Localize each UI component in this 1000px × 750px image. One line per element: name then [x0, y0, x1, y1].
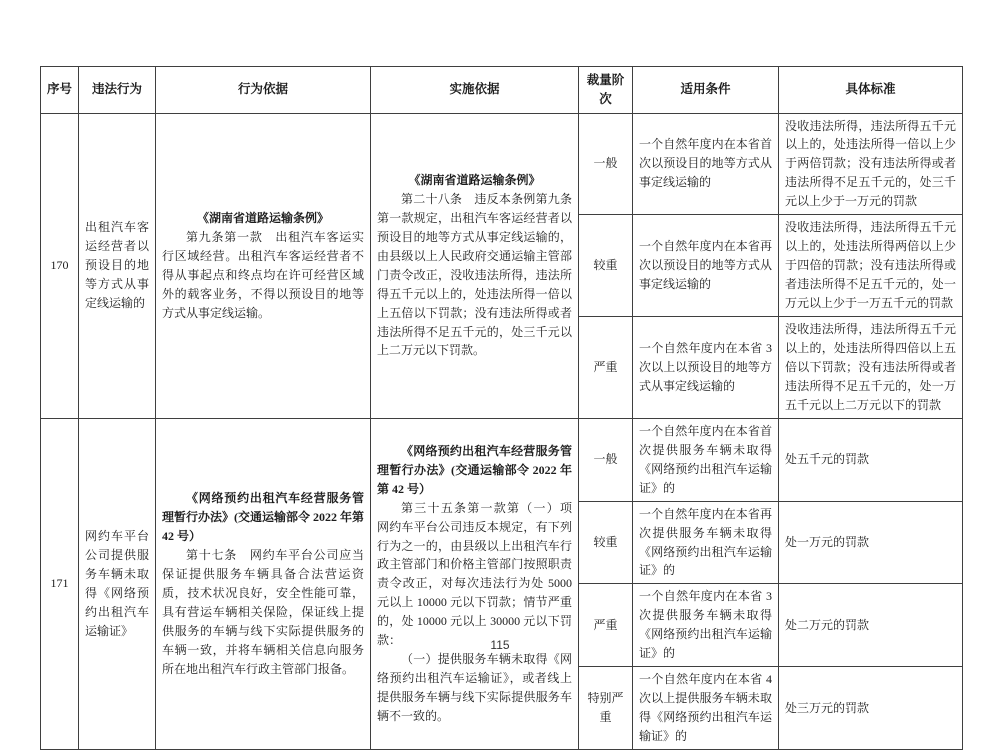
standard-cell: 没收违法所得，违法所得五千元以上的，处违法所得两倍以上少于四倍的罚款；没有违法所得或者违法所得不足五千元的，处一万元以上少于一万五千元的罚款: [779, 215, 963, 317]
law-paragraph: 第三十五条第一款第（一）项 网约车平台公司违反本规定，有下列行为之一的，由县级以上出租汽车行政主管部门和价格主管部门按照职责责令改正，对每次违法行为处 5000 元以上 10000 元以下罚款；情节严重的，处 10000 元以上 30000 元以下罚款：: [377, 500, 585, 648]
seq-cell-171: 171: [41, 418, 79, 749]
table-row: [41, 113, 963, 215]
law-paragraph: 第二十八条 违反本条例第九条第一款规定，出租汽车客运经营者以预设目的地等方式从事定线运输的，由县级以上人民政府交通运输主管部门责令改正，没收违法所得，违法所得五千元以上的，处违法所得一倍以上五倍以下罚款；没有违法所得或者违法所得不足五千元的，处三千元以上二万元以下罚款。: [377, 191, 572, 358]
condition-cell: 一个自然年度内在本省 3 次提供服务车辆未取得《网络预约出租汽车运输证》的: [633, 584, 779, 667]
condition-cell: 一个自然年度内在本省 4 次以上提供服务车辆未取得《网络预约出租汽车运输证》的: [633, 667, 779, 750]
law-title: 《湖南省道路运输条例》: [408, 172, 541, 187]
violation-cell-170: 出租汽车客运经营者以预设目的地等方式从事定线运输的: [79, 113, 156, 418]
header-condition: 适用条件: [633, 67, 779, 114]
standard-cell: 处二万元的罚款: [779, 584, 963, 667]
header-discretion-level: 裁量阶次: [579, 67, 633, 114]
condition-cell: 一个自然年度内在本省 3 次以上以预设目的地等方式从事定线运输的: [633, 317, 779, 419]
law-title: 《网络预约出租汽车经营服务管理暂行办法》(交通运输部令 2022 年第 42 号）: [162, 491, 364, 544]
condition-cell: 一个自然年度内在本省首次提供服务车辆未取得《网络预约出租汽车运输证》的: [633, 418, 779, 501]
header-standard: 具体标准: [779, 67, 963, 114]
behavior-basis-cell-170: [156, 113, 371, 418]
impl-basis-cell-171: [371, 418, 585, 749]
condition-cell: 一个自然年度内在本省首次以预设目的地等方式从事定线运输的: [633, 113, 779, 215]
level-cell: 特别严重: [579, 667, 633, 750]
level-cell: 一般: [579, 418, 633, 501]
page-number: 115: [490, 638, 510, 652]
level-cell: 严重: [579, 584, 633, 667]
seq-cell-170: 170: [41, 113, 79, 418]
law-paragraph: （一）提供服务车辆未取得《网络预约出租汽车运输证》，或者线上提供服务车辆与线下实际提供服务车辆不一致的。: [377, 652, 572, 724]
violation-cell-171: 网约车平台公司提供服务车辆未取得《网络预约出租汽车运输证》: [79, 418, 156, 749]
table-row: [41, 418, 963, 501]
level-cell: 较重: [579, 501, 633, 584]
law-paragraph: 第九条第一款 出租汽车客运实行区域经营。出租汽车客运经营者不得从事起点和终点均在许可经营区域外的载客业务，不得以预设目的地等方式从事定线运输。: [162, 229, 364, 320]
standard-cell: 没收违法所得，违法所得五千元以上的，处违法所得四倍以上五倍以下罚款；没有违法所得或者违法所得不足五千元的，处一万五千元以上二万元以下的罚款: [779, 317, 963, 419]
level-cell: 一般: [579, 113, 633, 215]
header-violation: 违法行为: [79, 67, 156, 114]
condition-cell: 一个自然年度内在本省再次提供服务车辆未取得《网络预约出租汽车运输证》的: [633, 501, 779, 584]
header-impl-basis: 实施依据: [371, 67, 579, 114]
level-cell: 严重: [579, 317, 633, 419]
law-title: 《湖南省道路运输条例》: [196, 210, 329, 225]
standard-cell: 处三万元的罚款: [779, 667, 963, 750]
standard-cell: 处一万元的罚款: [779, 501, 963, 584]
behavior-basis-cell-171: [156, 418, 371, 749]
table-header-row: [41, 67, 963, 114]
standard-cell: 处五千元的罚款: [779, 418, 963, 501]
header-seq: 序号: [41, 67, 79, 114]
standard-cell: 没收违法所得，违法所得五千元以上的，处违法所得一倍以上少于两倍罚款；没有违法所得或者违法所得不足五千元的，处三千元以上少于一万元的罚款: [779, 113, 963, 215]
level-cell: 较重: [579, 215, 633, 317]
law-paragraph: 第十七条 网约车平台公司应当保证提供服务车辆具备合法营运资质，技术状况良好，安全性能可靠，具有营运车辆相关保险，保证线上提供服务的车辆与线下实际提供服务的车辆一致，并将车辆相关信息向服务所在地出租汽车行政主管部门报备。: [162, 548, 364, 676]
condition-cell: 一个自然年度内在本省再次以预设目的地等方式从事定线运输的: [633, 215, 779, 317]
law-title: 《网络预约出租汽车经营服务管理暂行办法》(交通运输部令 2022 年第 42 号）: [377, 443, 572, 496]
impl-basis-cell-170: [371, 113, 579, 418]
header-behavior-basis: 行为依据: [156, 67, 371, 114]
